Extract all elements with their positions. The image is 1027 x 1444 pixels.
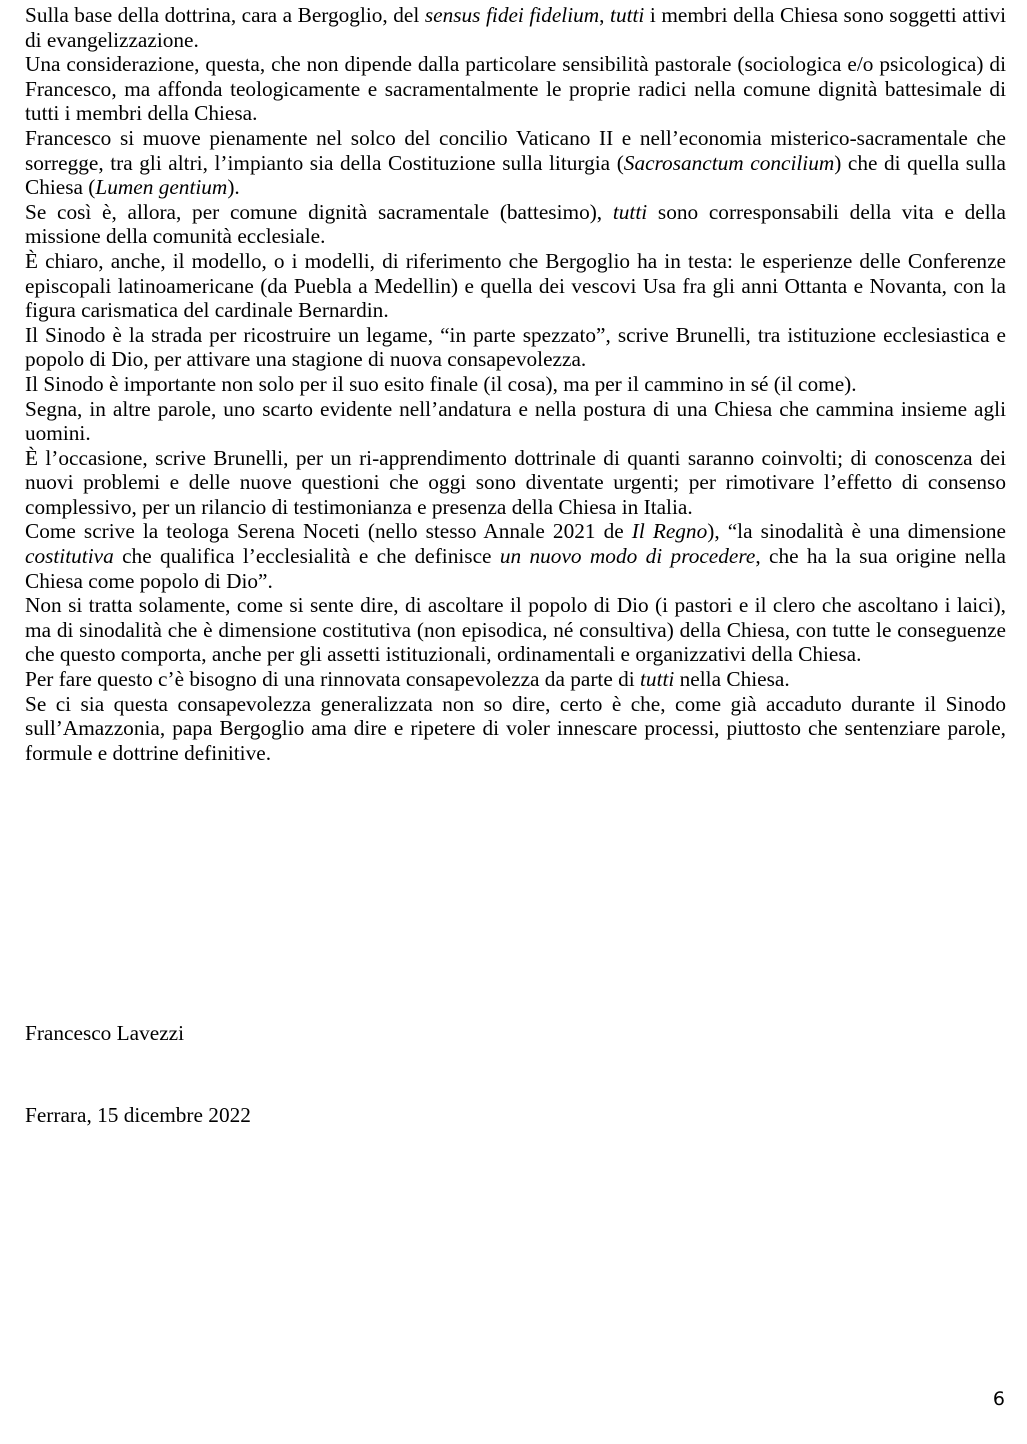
- paragraph: [25, 446, 1006, 520]
- place-and-date: Ferrara, 15 dicembre 2022: [25, 1103, 251, 1127]
- paragraph-text: Per fare questo c’è bisogno di una rinnovata consapevolezza da parte di: [25, 667, 640, 692]
- italic-text: un nuovo modo di procedere: [499, 544, 756, 569]
- italic-text: Lumen gentium: [95, 175, 228, 200]
- paragraph-text: Una considerazione, questa, che non dipende dalla particolare sensibilità pastorale (sociologica e/o psicologica) di Francesco, ma affonda teologicamente e sacramentalmente le proprie radici nella comune dignità battesimale di tutti i membri della Chiesa.: [25, 52, 1006, 126]
- paragraph: [25, 519, 1006, 593]
- paragraph-text: Il Sinodo è la strada per ricostruire un legame, “in parte spezzato”, scrive Brunelli, tra istituzione ecclesiastica e popolo di Dio, per attivare una stagione di nuova consapevolezza.: [25, 322, 1006, 372]
- paragraph-text: ), “la sinodalità è una dimensione: [707, 519, 1006, 544]
- paragraph: [25, 249, 1006, 323]
- paragraph-text: Sulla base della dottrina, cara a Bergoglio, del: [25, 3, 425, 27]
- italic-text: tutti: [640, 667, 675, 692]
- paragraph: [25, 52, 1006, 126]
- paragraph-text: Se ci sia questa consapevolezza generalizzata non so dire, certo è che, come già accaduto durante il Sinodo sull’Amazzonia, papa Bergoglio ama dire e ripetere di voler innescare processi, piuttosto che sentenziare parole, formule e dottrine definitive.: [25, 691, 1006, 765]
- paragraph-text: ) che di quella sulla Chiesa (: [25, 150, 1006, 200]
- italic-text: Il Regno: [631, 519, 708, 544]
- paragraph-text: Francesco si muove pienamente nel solco del concilio Vaticano II e nell’economia misterico-sacramentale che sorregge, tra gli altri, l’impianto sia della Costituzione sulla liturgia (: [25, 125, 1006, 175]
- paragraph: [25, 397, 1006, 446]
- paragraph: [25, 692, 1006, 766]
- paragraph-text: Il Sinodo è importante non solo per il suo esito finale (il cosa), ma per il cammino in sé (il come).: [25, 371, 857, 396]
- italic-text: Sacrosanctum concilium: [623, 150, 835, 175]
- paragraph-text: , che ha la sua origine nella Chiesa come popolo di Dio”.: [25, 544, 1006, 593]
- paragraph-text: sono corresponsabili della vita e della missione della comunità ecclesiale.: [25, 199, 1006, 249]
- paragraph: [25, 200, 1006, 249]
- author-signature: Francesco Lavezzi: [25, 1021, 185, 1045]
- italic-text: tutti: [612, 199, 648, 224]
- paragraph-text: che qualifica l’ecclesialità e che definisce: [113, 544, 500, 569]
- paragraph: [25, 323, 1006, 372]
- paragraph: [25, 593, 1006, 667]
- paragraph: [25, 667, 1006, 692]
- paragraph: [25, 126, 1006, 200]
- paragraph-text: È l’occasione, scrive Brunelli, per un ri-apprendimento dottrinale di quanti saranno coinvolti; di conoscenza dei nuovi problemi e delle nuove questioni che oggi sono diventate urgenti; per rimotivare l’effetto di consenso complessivo, per un rilancio di testimonianza e presenza della Chiesa in Italia.: [25, 445, 1006, 519]
- paragraph-text: Se così è, allora, per comune dignità sacramentale (battesimo),: [25, 199, 613, 224]
- document-body: [25, 3, 1006, 765]
- paragraph-text: nella Chiesa.: [674, 667, 790, 692]
- paragraph-text: Non si tratta solamente, come si sente dire, di ascoltare il popolo di Dio (i pastori e il clero che ascoltano i laici), ma di sinodalità che è dimensione costitutiva (non episodica, né consultiva) della Chiesa, con tutte le conseguenze che questo comporta, anche per gli assetti istituzionali, ordinamentali e organizzativi della Chiesa.: [25, 593, 1006, 667]
- paragraph-text: Come scrive la teologa Serena Noceti (nello stesso Annale 2021 de: [25, 519, 632, 544]
- page-number: 6: [992, 1388, 1005, 1410]
- paragraph-text: È chiaro, anche, il modello, o i modelli, di riferimento che Bergoglio ha in testa: le esperienze delle Conferenze episcopali latinoamericane (da Puebla a Medellin) e quella dei vescovi Usa fra gli anni Ottanta e Novanta, con la figura carismatica del cardinale Bernardin.: [25, 248, 1006, 323]
- paragraph-text: i membri della Chiesa sono soggetti attivi di evangelizzazione.: [25, 3, 1006, 52]
- paragraph: [25, 372, 1006, 397]
- paragraph-text: ).: [227, 175, 240, 200]
- paragraph-text: Segna, in altre parole, uno scarto evidente nell’andatura e nella postura di una Chiesa che cammina insieme agli uomini.: [25, 396, 1006, 446]
- italic-text: sensus fidei fidelium: [424, 3, 600, 27]
- italic-text: costitutiva: [25, 544, 114, 569]
- italic-text: tutti: [610, 3, 645, 27]
- paragraph: [25, 3, 1006, 52]
- paragraph-text: ,: [599, 3, 611, 27]
